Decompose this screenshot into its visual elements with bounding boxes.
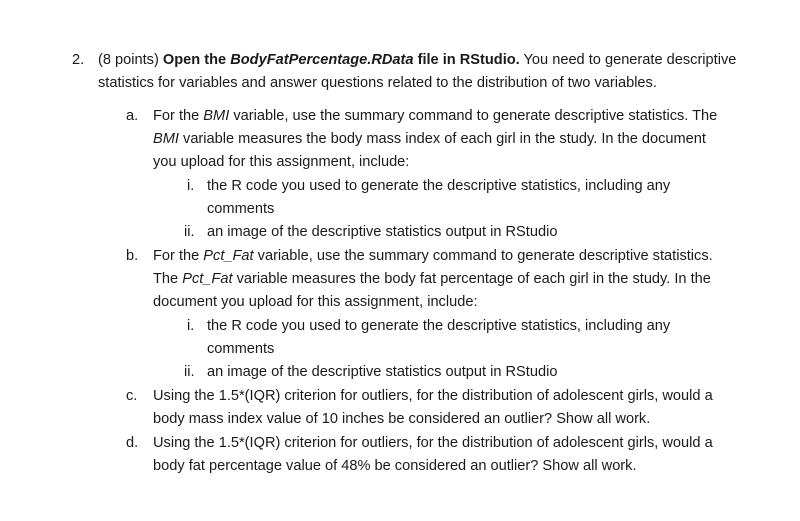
open-the-label: Open the bbox=[162, 52, 227, 68]
part-a-line-2 bbox=[153, 129, 706, 149]
part-a-ii-line-1: an image of the descriptive statistics output in RStudio bbox=[207, 224, 558, 240]
question-number: 2. bbox=[72, 52, 85, 68]
part-b-line-1 bbox=[153, 246, 713, 266]
file-in-label: file in RStudio. bbox=[417, 52, 520, 68]
question-intro-line-1 bbox=[98, 50, 736, 70]
part-a-line-3: you upload for this assignment, include: bbox=[153, 154, 410, 170]
part-b-marker: b. bbox=[126, 248, 139, 264]
part-b-text: For the bbox=[153, 248, 200, 264]
part-b-line-3: document you upload for this assignment, include: bbox=[153, 294, 478, 310]
part-b-line-2 bbox=[153, 269, 711, 289]
part-a-i-line-2: comments bbox=[207, 201, 275, 217]
part-a-i-line-1: the R code you used to generate the descriptive statistics, including any bbox=[207, 178, 671, 194]
part-b-i-line-1: the R code you used to generate the descriptive statistics, including any bbox=[207, 318, 671, 334]
part-a-marker: a. bbox=[126, 108, 139, 124]
part-a-ii-marker: ii. bbox=[184, 224, 195, 240]
part-b-text: variable, use the summary command to generate descriptive statistics. bbox=[257, 248, 713, 264]
pct-fat-variable: Pct_Fat bbox=[203, 248, 254, 264]
part-d-line-2: body fat percentage value of 48% be considered an outlier? Show all work. bbox=[153, 458, 637, 474]
part-c-marker: c. bbox=[126, 388, 138, 404]
part-c-line-1: Using the 1.5*(IQR) criterion for outliers, for the distribution of adolescent girls, would a bbox=[153, 388, 713, 404]
file-name: BodyFatPercentage.RData bbox=[230, 52, 414, 68]
part-b-ii-line-1: an image of the descriptive statistics output in RStudio bbox=[207, 364, 558, 380]
pct-fat-variable: Pct_Fat bbox=[182, 271, 233, 287]
part-c-line-2: body mass index value of 10 inches be considered an outlier? Show all work. bbox=[153, 411, 651, 427]
part-b-i-marker: i. bbox=[187, 318, 195, 334]
intro-rest: You need to generate descriptive bbox=[523, 52, 737, 68]
part-a-text: variable measures the body mass index of each girl in the study. In the document bbox=[183, 131, 706, 147]
part-b-text: variable measures the body fat percentage of each girl in the study. In the bbox=[236, 271, 711, 287]
part-a-line-1 bbox=[153, 106, 717, 126]
part-a-text: variable, use the summary command to generate descriptive statistics. The bbox=[233, 108, 718, 124]
bmi-variable: BMI bbox=[203, 108, 230, 124]
part-d-line-1: Using the 1.5*(IQR) criterion for outliers, for the distribution of adolescent girls, would a bbox=[153, 435, 713, 451]
question-intro-line-2: statistics for variables and answer questions related to the distribution of two variables. bbox=[98, 75, 657, 91]
part-b-i-line-2: comments bbox=[207, 341, 275, 357]
points-label: (8 points) bbox=[98, 52, 159, 68]
part-b-ii-marker: ii. bbox=[184, 364, 195, 380]
part-b-text: The bbox=[153, 271, 179, 287]
part-a-text: For the bbox=[153, 108, 200, 124]
part-d-marker: d. bbox=[126, 435, 139, 451]
bmi-variable: BMI bbox=[153, 131, 179, 147]
part-a-i-marker: i. bbox=[187, 178, 195, 194]
